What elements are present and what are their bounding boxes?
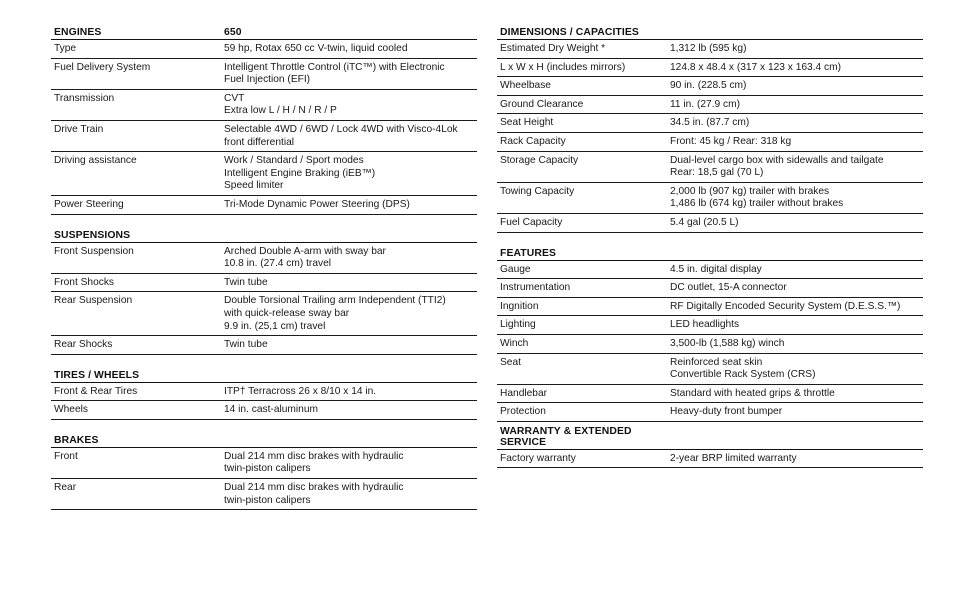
spec-label: Rear Suspension	[54, 295, 133, 307]
spec-value: Twin tube	[224, 276, 268, 288]
spec-label: Rack Capacity	[500, 135, 566, 147]
spec-row	[51, 479, 477, 510]
spec-value: 14 in. cast-aluminum	[224, 404, 318, 416]
section-title: ENGINES	[54, 27, 102, 38]
spec-value: 34.5 in. (87.7 cm)	[670, 117, 750, 129]
spec-value: 1,312 lb (595 kg)	[670, 43, 747, 54]
spec-section-engines	[51, 25, 477, 215]
spec-label: Handlebar	[500, 387, 548, 399]
spec-label: Front	[54, 450, 78, 462]
spec-value: CVT Extra low L / H / N / R / P	[224, 92, 337, 117]
spec-label: Factory warranty	[500, 452, 576, 464]
spec-row	[51, 401, 477, 420]
spec-value: Work / Standard / Sport modes Intelligent Engine Braking (iEB™) Speed limiter	[224, 155, 376, 192]
spec-label: Instrumentation	[500, 282, 571, 294]
spec-label: Seat	[500, 356, 521, 368]
spec-value: DC outlet, 15-A connector	[670, 282, 787, 294]
spec-label: Front Suspension	[54, 245, 134, 257]
spec-row	[51, 152, 477, 196]
spec-label: Rear Shocks	[54, 339, 113, 351]
spec-value: LED headlights	[670, 319, 740, 331]
section-title: FEATURES	[500, 247, 557, 259]
spec-section-dimensions	[497, 25, 923, 233]
spec-row	[497, 183, 923, 214]
spec-value: Standard with heated grips & throttle	[670, 387, 835, 399]
spec-value: 3,500-lb (1,588 kg) winch	[670, 337, 785, 349]
spec-label: Type	[54, 43, 77, 54]
section-heading-warranty	[497, 425, 923, 450]
spec-value: ITP† Terracross 26 x 8/10 x 14 in.	[224, 385, 377, 397]
spec-value: Arched Double A-arm with sway bar 10.8 in. (27.4 cm) travel	[224, 245, 386, 270]
spec-value: 2,000 lb (907 kg) trailer with brakes 1,486 lb (674 kg) trailer without brakes	[670, 185, 844, 210]
spec-value: Front: 45 kg / Rear: 318 kg	[670, 135, 792, 147]
spec-row	[51, 336, 477, 355]
spec-row	[497, 385, 923, 404]
spec-row	[51, 40, 477, 59]
spec-value: Intelligent Throttle Control (iTC™) with Electronic Fuel Injection (EFI)	[224, 61, 445, 86]
spec-row	[497, 152, 923, 183]
spec-label: Estimated Dry Weight *	[500, 43, 606, 54]
spec-label: Driving assistance	[54, 155, 137, 167]
section-title: SUSPENSIONS	[54, 229, 131, 241]
model-column-title: 650	[224, 27, 242, 38]
spec-label: Ingnition	[500, 300, 539, 312]
spec-row	[497, 335, 923, 354]
spec-value: Heavy-duty front bumper	[670, 406, 783, 418]
left-spec-column	[51, 0, 477, 510]
spec-value: RF Digitally Encoded Security System (D.E.S.S.™)	[670, 300, 901, 312]
spec-label: Gauge	[500, 263, 531, 275]
spec-label: Drive Train	[54, 123, 104, 135]
spec-row	[51, 59, 477, 90]
spec-row	[497, 403, 923, 422]
spec-section-warranty	[497, 425, 923, 469]
section-title: WARRANTY & EXTENDED SERVICE	[500, 425, 632, 448]
spec-row	[497, 261, 923, 280]
spec-row	[51, 383, 477, 402]
spec-row	[497, 450, 923, 469]
spec-label: Power Steering	[54, 198, 124, 210]
spec-section-tires	[51, 368, 477, 420]
spec-row	[51, 274, 477, 293]
spec-row	[51, 90, 477, 121]
spec-row	[51, 121, 477, 152]
spec-label: Fuel Delivery System	[54, 61, 151, 73]
spec-label: Lighting	[500, 319, 536, 331]
spec-label: Winch	[500, 337, 529, 349]
spec-value: Dual 214 mm disc brakes with hydraulic twin-piston calipers	[224, 482, 404, 506]
spec-label: Wheels	[54, 404, 88, 416]
spec-label: Towing Capacity	[500, 185, 575, 197]
section-heading-dimensions	[497, 25, 923, 40]
spec-value: Dual-level cargo box with sidewalls and tailgate Rear: 18,5 gal (70 L)	[670, 154, 884, 179]
section-heading-tires	[51, 368, 477, 383]
spec-value: Dual 214 mm disc brakes with hydraulic twin-piston calipers	[224, 450, 404, 475]
spec-row	[497, 77, 923, 96]
spec-row	[497, 354, 923, 385]
spec-value: 2-year BRP limited warranty	[670, 452, 797, 464]
spec-label: Transmission	[54, 92, 115, 104]
spec-row	[51, 243, 477, 274]
spec-row	[497, 298, 923, 317]
section-title: BRAKES	[54, 434, 99, 446]
spec-row	[51, 448, 477, 479]
spec-row	[51, 196, 477, 215]
spec-value: Twin tube	[224, 339, 268, 351]
spec-value: Double Torsional Trailing arm Independent (TTI2) with quick-release sway bar 9.9 in. (25,1 cm) travel	[224, 295, 446, 332]
spec-row	[497, 96, 923, 115]
section-title: DIMENSIONS / CAPACITIES	[500, 27, 639, 38]
spec-label: Seat Height	[500, 117, 554, 129]
spec-section-features	[497, 246, 923, 422]
section-heading-engines	[51, 25, 477, 40]
spec-label: Ground Clearance	[500, 98, 584, 110]
spec-value: Selectable 4WD / 6WD / Lock 4WD with Visco-4Lok front differential	[224, 123, 458, 148]
spec-section-brakes	[51, 433, 477, 510]
spec-row	[497, 133, 923, 152]
spec-row	[497, 40, 923, 59]
spec-label: Fuel Capacity	[500, 216, 563, 228]
spec-label: L x W x H (includes mirrors)	[500, 61, 626, 73]
spec-value: Tri-Mode Dynamic Power Steering (DPS)	[224, 198, 410, 210]
spec-label: Wheelbase	[500, 80, 551, 92]
spec-section-suspensions	[51, 228, 477, 355]
spec-value: 124.8 x 48.4 x (317 x 123 x 163.4 cm)	[670, 61, 842, 73]
spec-value: 11 in. (27.9 cm)	[670, 98, 741, 110]
section-heading-suspensions	[51, 228, 477, 243]
spec-row	[497, 214, 923, 233]
spec-row	[497, 279, 923, 298]
spec-value: 90 in. (228.5 cm)	[670, 80, 747, 92]
spec-label: Storage Capacity	[500, 154, 579, 166]
section-heading-brakes	[51, 433, 477, 448]
section-title: TIRES / WHEELS	[54, 369, 140, 381]
right-spec-column	[497, 0, 923, 468]
spec-label: Front Shocks	[54, 276, 115, 288]
spec-label: Front & Rear Tires	[54, 385, 138, 397]
section-heading-features	[497, 246, 923, 261]
spec-row	[497, 59, 923, 78]
spec-value: 4.5 in. digital display	[670, 263, 762, 275]
spec-label: Protection	[500, 406, 546, 418]
spec-value: 59 hp, Rotax 650 cc V-twin, liquid cooled	[224, 43, 408, 54]
spec-value: 5.4 gal (20.5 L)	[670, 216, 739, 228]
spec-row	[497, 114, 923, 133]
spec-row	[51, 292, 477, 336]
spec-value: Reinforced seat skin Convertible Rack System (CRS)	[670, 356, 816, 381]
spec-label: Rear	[54, 482, 77, 494]
spec-row	[497, 316, 923, 335]
